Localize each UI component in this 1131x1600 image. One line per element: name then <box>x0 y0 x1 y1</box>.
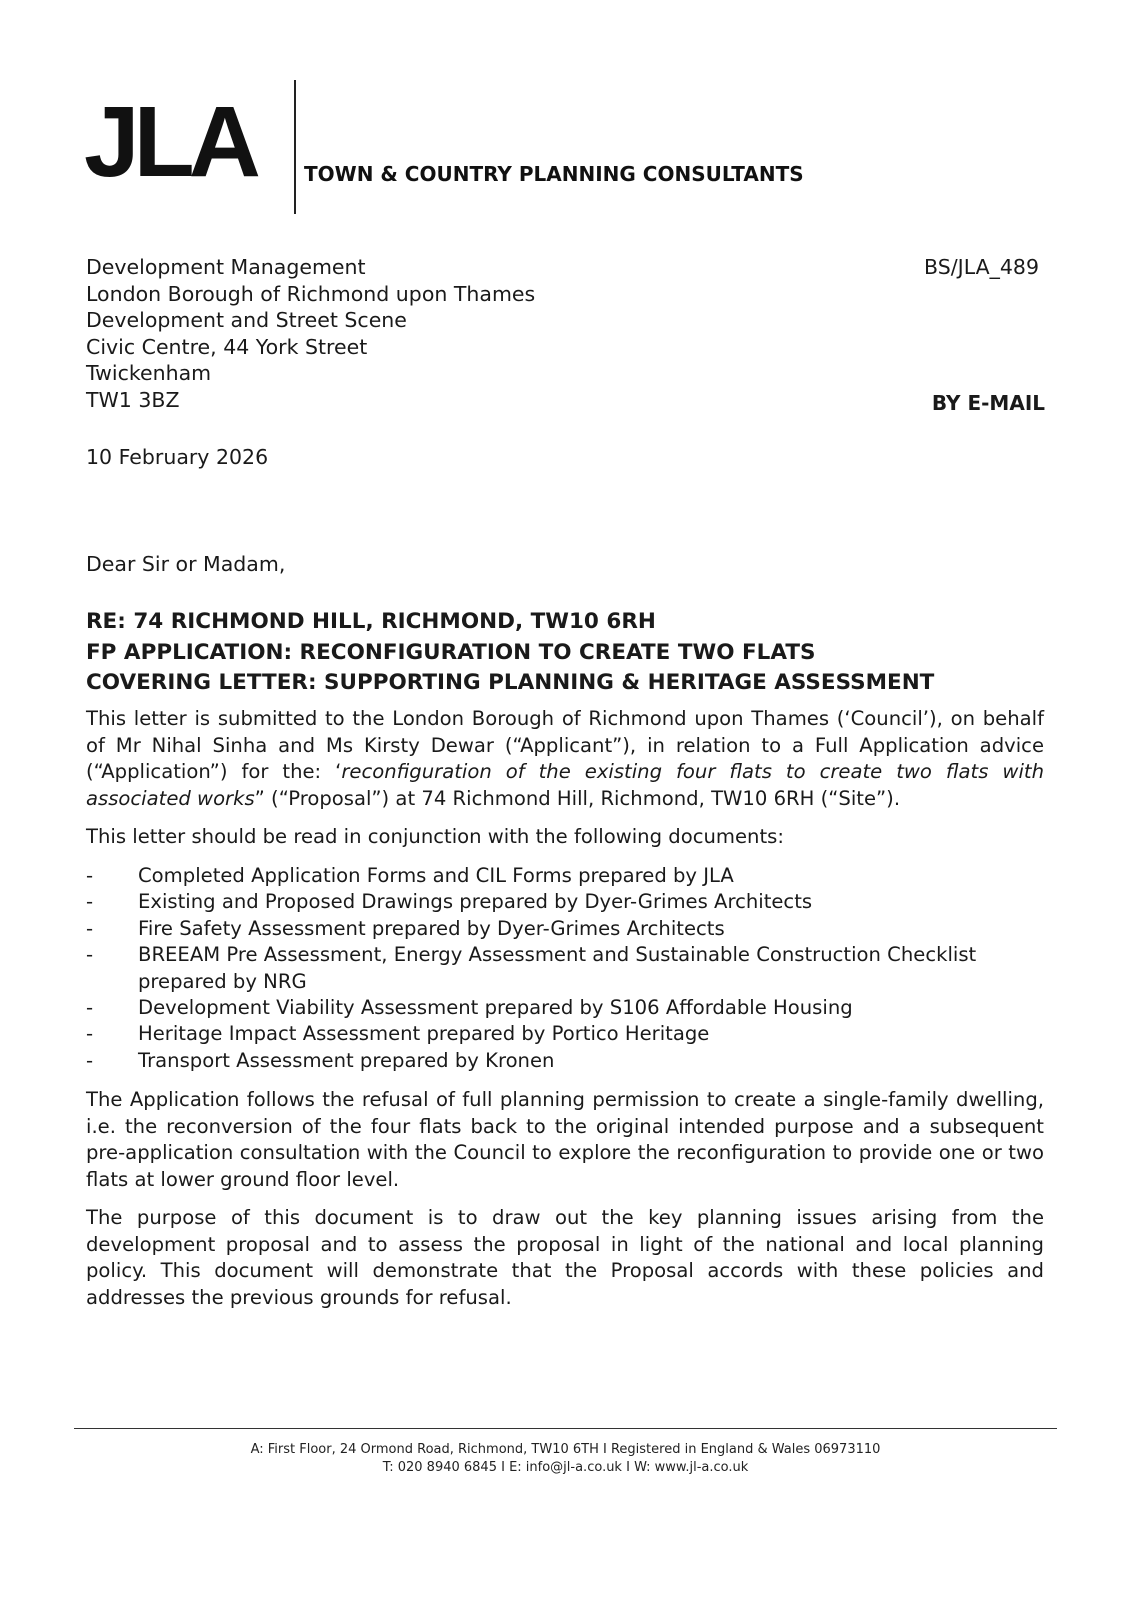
footer-contact: T: 020 8940 6845 I E: info@jl-a.co.uk I W: www.jl-a.co.uk <box>382 1460 749 1475</box>
footer-address: A: First Floor, 24 Ormond Road, Richmond, TW10 6TH I Registered in England & Wales 06973110 <box>250 1442 881 1457</box>
company-logo: JLA <box>84 86 255 198</box>
list-item-text: BREEAM Pre Assessment, Energy Assessment and Sustainable Construction Checklist prepared by NRG <box>138 943 977 993</box>
list-item-text: Development Viability Assessment prepared by S106 Affordable Housing <box>138 996 853 1020</box>
list-item <box>86 889 1044 915</box>
list-item <box>86 1048 1044 1074</box>
list-item-text: Heritage Impact Assessment prepared by Portico Heritage <box>138 1022 710 1046</box>
company-tagline: TOWN & COUNTRY PLANNING CONSULTANTS <box>304 162 804 186</box>
footer <box>74 1441 1057 1477</box>
salutation: Dear Sir or Madam, <box>86 552 286 576</box>
documents-intro: This letter should be read in conjunction with the following documents: <box>86 825 784 848</box>
intro-paragraph <box>86 706 1044 812</box>
list-item-text: Fire Safety Assessment prepared by Dyer-Grimes Architects <box>138 916 725 940</box>
reference-number: BS/JLA_489 <box>924 255 1039 279</box>
intro-text-end: ” (“Proposal”) at 74 Richmond Hill, Richmond, TW10 6RH (“Site”). <box>254 786 901 810</box>
footer-divider <box>74 1428 1057 1429</box>
subject-line: FP APPLICATION: RECONFIGURATION TO CREATE TWO FLATS <box>86 639 816 665</box>
address-line: Development and Street Scene <box>86 308 407 332</box>
letter-date: 10 February 2026 <box>86 445 269 469</box>
list-item <box>86 863 1044 889</box>
list-bullet: - <box>86 890 94 914</box>
subject-line: RE: 74 RICHMOND HILL, RICHMOND, TW10 6RH <box>86 609 656 634</box>
list-bullet: - <box>86 864 94 887</box>
recipient-address <box>86 254 535 413</box>
list-item <box>86 1021 1044 1047</box>
logo-divider <box>294 80 296 214</box>
list-item-text: Transport Assessment prepared by Kronen <box>138 1048 555 1072</box>
address-line: TW1 3BZ <box>86 387 180 412</box>
list-item-text: Completed Application Forms and CIL Forms prepared by JLA <box>138 864 734 887</box>
list-item-text: Existing and Proposed Drawings prepared by Dyer-Grimes Architects <box>138 890 813 914</box>
list-bullet: - <box>86 943 94 967</box>
list-bullet: - <box>86 916 94 940</box>
proposal-description: reconfiguration of the existing four flats to create two flats with associated works <box>86 760 1044 810</box>
address-line: Civic Centre, 44 York Street <box>86 334 368 359</box>
list-bullet: - <box>86 996 94 1020</box>
list-item <box>86 995 1044 1021</box>
list-item <box>86 916 1044 942</box>
purpose-paragraph: The purpose of this document is to draw out the key planning issues arising from the development proposal and to assess the proposal in light of the national and local planning policy. This document will demonstrate that the Proposal accords with these policies and addresses the previous grounds for refusal. <box>86 1206 1044 1309</box>
background-paragraph: The Application follows the refusal of full planning permission to create a single-family dwelling, i.e. the reconversion of the four flats back to the original intended purpose and a subsequent pre-application consultation with the Council to explore the reconfiguration to provide one or two flats at lower ground floor level. <box>86 1088 1044 1191</box>
intro-text: This letter is submitted to the London Borough of Richmond upon Thames (‘Council’), on behalf of Mr Nihal Sinha and Ms Kirsty Dewar (“Applicant”), in relation to a Full Application advice (“Application”) for the: ‘ <box>86 707 1044 784</box>
list-bullet: - <box>86 1022 94 1046</box>
documents-list <box>86 863 1044 1074</box>
address-line: London Borough of Richmond upon Thames <box>86 281 536 306</box>
subject-line: COVERING LETTER: SUPPORTING PLANNING & HERITAGE ASSESSMENT <box>86 670 935 695</box>
list-bullet: - <box>86 1048 94 1072</box>
subject-heading <box>86 607 1046 699</box>
address-line: Twickenham <box>86 361 212 385</box>
list-item <box>86 942 1044 995</box>
delivery-method: BY E-MAIL <box>931 391 1045 415</box>
address-line: Development Management <box>86 255 366 279</box>
